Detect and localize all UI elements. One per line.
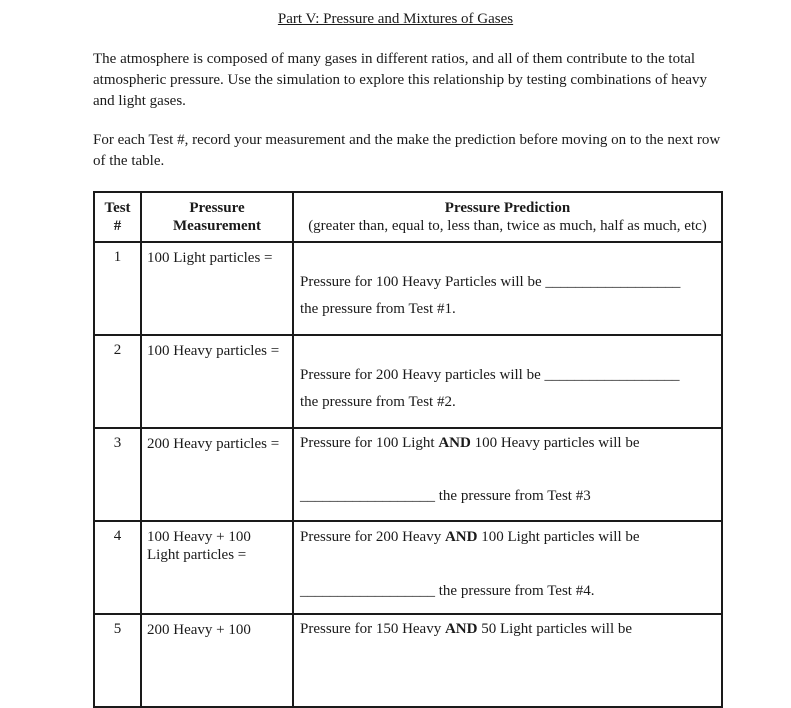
prediction-text: 50 Light particles will be <box>477 621 633 637</box>
prediction-and: AND <box>444 621 478 637</box>
header-test-line1: Test <box>104 200 131 216</box>
measurement-label-line2: Light particles = <box>147 547 247 563</box>
prediction-line1 <box>300 529 640 546</box>
header-prediction-sub: (greater than, equal to, less than, twice as much, half as much, etc) <box>308 218 707 234</box>
prediction-line1: Pressure for 100 Heavy Particles will be __________________ <box>300 274 681 290</box>
test-number: 4 <box>94 521 141 614</box>
test-number: 3 <box>94 428 141 521</box>
prediction-text: 100 Light particles will be <box>477 529 640 545</box>
prediction-cell[interactable] <box>293 614 722 707</box>
table-row <box>94 335 722 428</box>
measurement-cell[interactable] <box>141 242 293 335</box>
measurement-label-line1: 100 Heavy + 100 <box>147 529 251 545</box>
table-row <box>94 242 722 335</box>
header-test <box>94 192 141 242</box>
header-test-line2: # <box>113 218 122 234</box>
table-header-row <box>94 192 722 242</box>
measurement-label-line1: 200 Heavy + 100 <box>147 622 251 638</box>
measurement-cell[interactable] <box>141 614 293 707</box>
header-prediction <box>293 192 722 242</box>
test-number: 2 <box>94 335 141 428</box>
prediction-text: Pressure for 100 Light <box>300 435 439 451</box>
prediction-and: AND <box>444 529 478 545</box>
test-number: 1 <box>94 242 141 335</box>
prediction-line1: Pressure for 200 Heavy particles will be __________________ <box>300 367 680 383</box>
prediction-text: 100 Heavy particles will be <box>470 435 640 451</box>
test-number: 5 <box>94 614 141 707</box>
measurement-cell[interactable] <box>141 428 293 521</box>
measurement-cell[interactable] <box>141 335 293 428</box>
prediction-cell[interactable] <box>293 428 722 521</box>
measurement-label: 200 Heavy particles = <box>147 436 280 452</box>
measurement-label: 100 Heavy particles = <box>147 343 280 359</box>
prediction-line2: the pressure from Test #1. <box>300 301 456 317</box>
prediction-and: AND <box>438 435 471 451</box>
prediction-cell[interactable] <box>293 521 722 614</box>
prediction-line2: __________________ the pressure from Test #4. <box>300 583 595 599</box>
table-row <box>94 428 722 521</box>
prediction-line2: the pressure from Test #2. <box>300 394 456 410</box>
intro-paragraph: The atmosphere is composed of many gases in different ratios, and all of them contribute to the total atmospheric pressure. Use the simulation to explore this relationship by testing combinations of heavy and light gases. <box>93 51 708 109</box>
table-row <box>94 614 722 707</box>
page-title: Part V: Pressure and Mixtures of Gases <box>277 11 514 27</box>
prediction-line1 <box>300 435 640 452</box>
prediction-line2: __________________ the pressure from Test #3 <box>300 488 591 504</box>
header-prediction-title: Pressure Prediction <box>444 200 571 216</box>
prediction-text: Pressure for 150 Heavy <box>300 621 445 637</box>
prediction-text: Pressure for 200 Heavy <box>300 529 445 545</box>
prediction-cell[interactable] <box>293 242 722 335</box>
measurement-cell[interactable] <box>141 521 293 614</box>
header-measurement-line1: Pressure <box>189 200 245 216</box>
header-measurement <box>141 192 293 242</box>
instructions-paragraph: For each Test #, record your measurement and the make the prediction before moving on to the next row of the table. <box>93 132 721 169</box>
header-measurement-line2: Measurement <box>172 218 262 234</box>
pressure-table <box>93 191 723 708</box>
prediction-cell[interactable] <box>293 335 722 428</box>
table-row <box>94 521 722 614</box>
measurement-label: 100 Light particles = <box>147 250 273 266</box>
